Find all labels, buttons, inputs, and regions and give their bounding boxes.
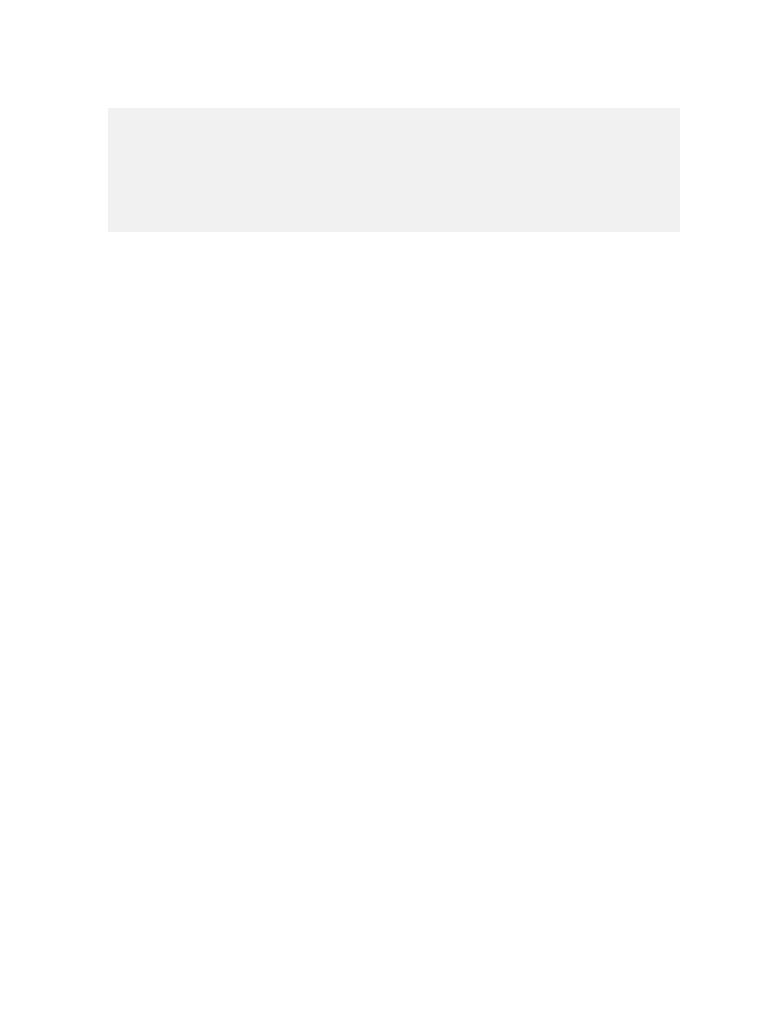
section-heading <box>92 312 682 332</box>
body-paragraph-2 <box>92 628 676 816</box>
title-block <box>108 108 680 232</box>
body-paragraph-1 <box>92 345 676 613</box>
page-title <box>118 120 670 158</box>
body-paragraph-3 <box>92 830 676 950</box>
